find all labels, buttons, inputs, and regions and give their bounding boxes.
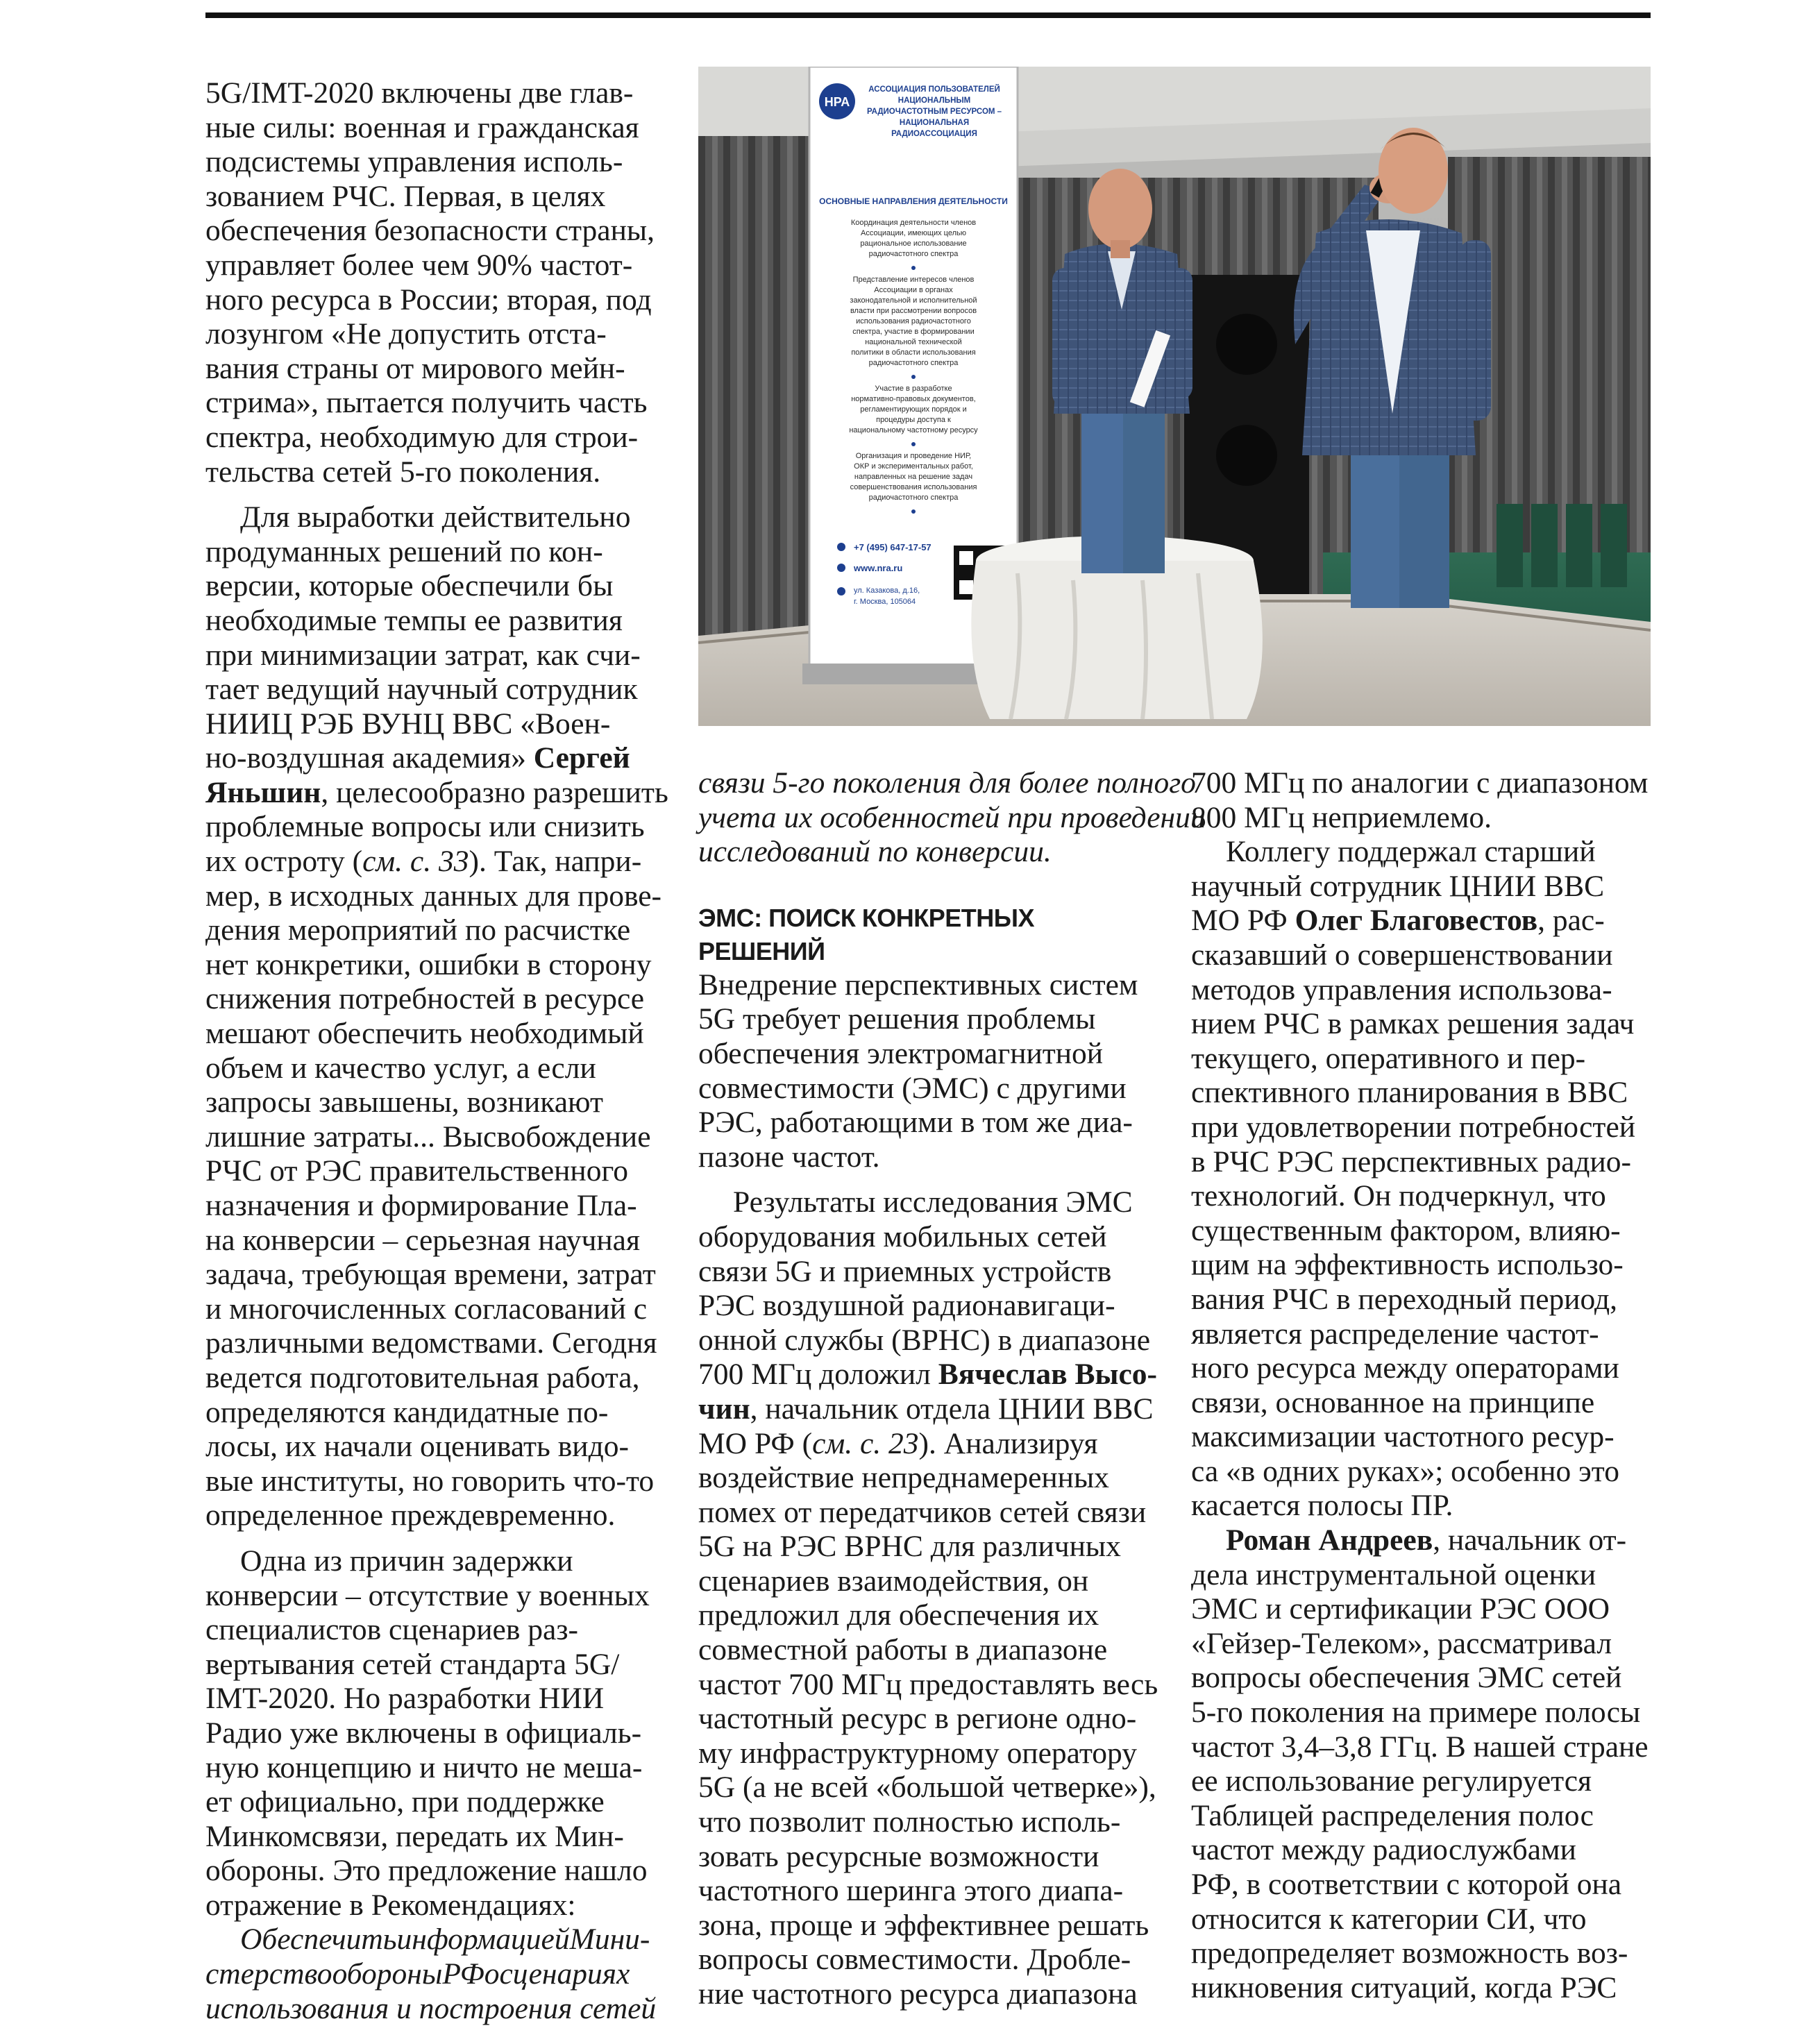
- text-line: предопределяет возможность воз-: [1191, 1936, 1628, 1970]
- text-line: сценариев взаимодействия, он: [698, 1564, 1089, 1598]
- event-photo: [698, 67, 1651, 726]
- text-line: использования и построения сетей: [205, 1991, 657, 2025]
- text-line: Результаты исследования ЭМС: [733, 1185, 1133, 1219]
- text-line: ного ресурса в России; вторая, под: [205, 282, 652, 316]
- text-line: ет официально, при поддержке: [205, 1785, 605, 1819]
- text-line: РЭС, работающими в том же диа-: [698, 1106, 1133, 1140]
- text-line: НИИЦ РЭБ ВУНЦ ВВС «Воен-: [205, 707, 611, 741]
- text-line: онной службы (ВРНС) в диапазоне: [698, 1323, 1151, 1357]
- banner-item-line: регламентирующих порядок и: [860, 405, 967, 414]
- text-line: дела инструментальной оценки: [1191, 1557, 1596, 1591]
- text-line: различными ведомствами. Сегодня: [205, 1326, 657, 1360]
- text-line: Для выработки действительно: [240, 500, 631, 534]
- text-line: 5G/IMT-2020 включены две глав-: [205, 76, 634, 110]
- banner-item-line: совершенствования использования: [850, 483, 977, 491]
- paragraph: Результаты исследования ЭМС оборудования мобильных сетей связи 5G и приемных устройств РЭС воздушной радионавигаци- онной службы (ВРНС) в диапазоне 700 МГц доложил Вячеслав Высо- чин, начальник отдела ЦНИИ ВВС МО РФ (см. с. 23). Анализируя воздействие непреднамеренных помех от передатчиков сетей связи 5G на РЭС ВРНС для различных сценариев взаимодействия, он предложил для обеспечения их совместной работы в диапазоне частот 700 МГц предоставлять весь частотный ресурс в регионе одно- му инфраструктурному оператору 5G (а не всей «большой четверке»), что позволит полностью исполь- зовать ресурсные возможности частотного шеринга этого диапа- зона, проще и эффективнее решать вопросы совместимости. Дробле- ние частотного ресурса диапазона: [698, 1185, 1158, 2011]
- paragraph: [1191, 766, 1651, 835]
- text-line: снижения потребностей в ресурсе: [205, 982, 645, 1016]
- text-line: Минкомсвязи, передать их Мин-: [205, 1819, 624, 1853]
- banner-title-line: РАДИОАССОЦИАЦИЯ: [891, 130, 977, 138]
- section-heading: [698, 902, 1156, 968]
- banner-item-line: Координация деятельности членов: [850, 219, 977, 227]
- banner-item-line: процедуры доступа к: [876, 416, 951, 424]
- text-line: объем и качество услуг, а если: [205, 1051, 596, 1085]
- text-line: вания страны от мирового мейн-: [205, 351, 625, 385]
- text-line: вания РЧС в переходный период,: [1191, 1282, 1618, 1316]
- text-line: ОбеспечитьинформациейМини-: [240, 1923, 650, 1957]
- banner-title-line: АССОЦИАЦИЯ ПОЛЬЗОВАТЕЛЕЙ: [868, 85, 1000, 94]
- text-line: определяются кандидатные по-: [205, 1395, 609, 1429]
- svg-text:НРА: НРА: [824, 95, 850, 109]
- text-line: зона, проще и эффективнее решать: [698, 1908, 1149, 1942]
- text-line: максимизации частотного ресур-: [1191, 1420, 1615, 1454]
- text-line: учета их особенностей при проведении: [698, 800, 1206, 834]
- text-line: связи, основанное на принципе: [1191, 1385, 1595, 1419]
- bullet-dot-icon: [911, 266, 916, 270]
- text-line: частотный ресурс в регионе одно-: [698, 1702, 1137, 1736]
- banner-item-line: национальной технической: [865, 338, 962, 346]
- text-line: 800 МГц неприемлемо.: [1191, 800, 1492, 834]
- banner-title-line: РАДИОЧАСТОТНЫМ РЕСУРСОМ –: [866, 108, 1002, 116]
- speaker-name: чин: [698, 1392, 750, 1426]
- banner-item-line: законодательной и исполнительной: [850, 296, 977, 305]
- text-line: запросы завышены, возникают: [205, 1086, 603, 1120]
- text-line: са «в одних руках»; особенно это: [1191, 1454, 1619, 1488]
- text-line: ЭМС и сертификации РЭС ООО: [1191, 1592, 1610, 1626]
- text-line: задача, требующая времени, затрат: [205, 1258, 656, 1292]
- text-line: ные силы: военная и гражданская: [205, 110, 639, 144]
- banner-item-line: радиочастотного спектра: [868, 359, 959, 367]
- text-column-1: [205, 76, 668, 2026]
- text-line: нием РЧС в рамках решения задач: [1191, 1007, 1635, 1041]
- text-line: ее использование регулируется: [1191, 1764, 1592, 1798]
- text-line: лосы, их начали оценивать видо-: [205, 1430, 629, 1464]
- banner-item-line: Представление интересов членов: [852, 276, 975, 284]
- bullet-dot-icon: [911, 509, 916, 514]
- text-line: Коллегу поддержал старший: [1226, 835, 1596, 869]
- text-line: текущего, оперативного и пер-: [1191, 1041, 1586, 1075]
- text-line: вертывания сетей стандарта 5G/: [205, 1647, 620, 1681]
- text-line: зованием РЧС. Первая, в целях: [205, 179, 606, 213]
- text-line: предложил для обеспечения их: [698, 1598, 1099, 1632]
- text-line: 5G (а не всей «большой четверке»),: [698, 1771, 1156, 1805]
- text-line: спектра, необходимую для строи-: [205, 420, 639, 454]
- text-line: «Гейзер-Телеком», рассматривал: [1191, 1626, 1612, 1660]
- paragraph: Коллегу поддержал старший научный сотрудник ЦНИИ ВВС МО РФ Олег Благовестов, рас- сказавший о совершенствовании методов управления использова- нием РЧС в рамках решения задач текущего, оперативного и пер- спективного планирования в ВВС при удовлетворении потребностей в РЧС РЭС перспективных радио- технологий. Он подчеркнул, что существенным фактором, влияю- щим на эффективность использо- вания РЧС в переходный период, является распределение частот- ного ресурса между операторами связи, основанное на принципе максимизации частотного ресур- са «в одних руках»; особенно это касается полосы ПР.: [1191, 835, 1651, 1523]
- text-line: лозунгом «Не допустить отста-: [205, 317, 607, 351]
- text-line: помех от передатчиков сетей связи: [698, 1495, 1147, 1529]
- text-line: РЕШЕНИЙ: [698, 936, 825, 965]
- text-line: сказавший о совершенствовании: [1191, 938, 1613, 972]
- text-line: стерствообороныРФосценариях: [205, 1957, 630, 1991]
- text-line: IMT-2020. Но разработки НИИ: [205, 1682, 605, 1716]
- text-line: при удовлетворении потребностей: [1191, 1110, 1636, 1144]
- text-line: является распределение частот-: [1191, 1317, 1599, 1351]
- text-line: мер, в исходных данных для прове-: [205, 879, 662, 913]
- text-line: вые институты, но говорить что-то: [205, 1464, 655, 1498]
- text-line: подсистемы управления исполь-: [205, 145, 623, 179]
- text-line: воздействие непреднамеренных: [698, 1461, 1109, 1495]
- text-line: му инфраструктурному оператору: [698, 1736, 1137, 1770]
- text-line: существенным фактором, влияю-: [1191, 1213, 1621, 1247]
- text-line: ную концепцию и ничто не меша-: [205, 1750, 643, 1784]
- svg-text:ул. Казакова, д.16,: ул. Казакова, д.16,: [854, 586, 920, 595]
- text-line: дения мероприятий по расчистке: [205, 913, 631, 947]
- banner-item-line: радиочастотного спектра: [868, 250, 959, 258]
- text-line: управляет более чем 90% частот-: [205, 248, 633, 282]
- banner-item-line: власти при рассмотрении вопросов: [850, 307, 977, 315]
- text-line: пазоне частот.: [698, 1140, 880, 1174]
- text-line: версии, которые обеспечили бы: [205, 569, 614, 603]
- text-line: зовать ресурсные возможности: [698, 1839, 1099, 1873]
- text-line: тельства сетей 5-го поколения.: [205, 455, 601, 489]
- text-line: что позволит полностью исполь-: [698, 1805, 1121, 1839]
- text-line: ведется подготовительная работа,: [205, 1360, 640, 1394]
- text-line: относится к категории СИ, что: [1191, 1902, 1587, 1936]
- text-line: специалистов сценариев раз-: [205, 1613, 578, 1647]
- text-line: в РЧС РЭС перспективных радио-: [1191, 1145, 1632, 1179]
- text-line: частот 700 МГц предоставлять весь: [698, 1667, 1158, 1701]
- text-line: на конверсии – серьезная научная: [205, 1223, 640, 1257]
- text-line: щим на эффективность использо-: [1191, 1248, 1624, 1282]
- page-reference: см. с. 23: [812, 1426, 919, 1460]
- text-line: 5G требует решения проблемы: [698, 1002, 1096, 1036]
- text-line: ние частотного ресурса диапазона: [698, 1977, 1138, 2011]
- text-line: определенное преждевременно.: [205, 1498, 616, 1532]
- text-line: частот между радиослужбами: [1191, 1833, 1576, 1867]
- text-line: технологий. Он подчеркнул, что: [1191, 1179, 1606, 1213]
- text-line: обеспечения электромагнитной: [698, 1036, 1104, 1070]
- speaker-name: Роман Андреев: [1226, 1523, 1433, 1557]
- text-line: ного ресурса между операторами: [1191, 1351, 1619, 1385]
- banner-item-line: политики в области использования: [851, 348, 976, 357]
- text-line: исследований по конверсии.: [698, 835, 1052, 869]
- svg-text:www.nra.ru: www.nra.ru: [854, 563, 903, 573]
- text-line: тает ведущий научный сотрудник: [205, 673, 638, 707]
- bullet-dot-icon: [911, 375, 916, 379]
- text-line: спективного планирования в ВВС: [1191, 1076, 1628, 1110]
- banner-title-line: НАЦИОНАЛЬНАЯ: [899, 119, 970, 127]
- text-line: связи 5-го поколения для более полного: [698, 766, 1196, 800]
- quote: [698, 766, 1206, 870]
- paragraph: [205, 76, 664, 489]
- banner-item-line: направленных на решение задач: [854, 473, 973, 481]
- speaker-name: Вячеслав Высо-: [938, 1358, 1157, 1392]
- banner-item-line: Участие в разработке: [875, 385, 952, 393]
- text-line: Радио уже включены в официаль-: [205, 1716, 642, 1750]
- banner-item-line: Организация и проведение НИР,: [855, 452, 972, 460]
- text-line: совместимости (ЭМС) с другими: [698, 1071, 1127, 1105]
- page-reference: см. с. 33: [362, 845, 469, 879]
- banner-item-line: рациональное использование: [860, 239, 967, 248]
- text-line: при минимизации затрат, как счи-: [205, 638, 641, 672]
- text-line: связи 5G и приемных устройств: [698, 1254, 1112, 1288]
- banner-item-line: спектра, участие в формировании: [852, 328, 975, 336]
- banner-item-line: Ассоциации, имеющих целью: [861, 229, 966, 237]
- text-line: вопросы обеспечения ЭМС сетей: [1191, 1661, 1622, 1695]
- text-line: 5G на РЭС ВРНС для различных: [698, 1530, 1121, 1564]
- text-line: 700 МГц по аналогии с диапазоном: [1191, 766, 1649, 800]
- speaker-name: Олег Благовестов: [1295, 904, 1538, 938]
- text-line: касается полосы ПР.: [1191, 1489, 1453, 1523]
- text-line: оборудования мобильных сетей: [698, 1219, 1107, 1253]
- text-line: обороны. Это предложение нашло: [205, 1854, 648, 1888]
- text-line: частот 3,4–3,8 ГГц. В нашей стране: [1191, 1730, 1649, 1764]
- text-line: вопросы совместимости. Дробле-: [698, 1943, 1131, 1977]
- banner-item-line: радиочастотного спектра: [868, 493, 959, 502]
- text-line: ЭМС: ПОИСК КОНКРЕТНЫХ: [698, 903, 1035, 932]
- text-line: научный сотрудник ЦНИИ ВВС: [1191, 869, 1605, 903]
- text-line: РЧС от РЭС правительственного: [205, 1154, 628, 1188]
- text-line: отражение в Рекомендациях:: [205, 1888, 576, 1922]
- text-line: Одна из причин задержки: [240, 1544, 573, 1578]
- text-line: обеспечения безопасности страны,: [205, 214, 655, 248]
- text-line: 5-го поколения на примере полосы: [1191, 1696, 1641, 1730]
- text-column-3: [1191, 766, 1651, 2005]
- text-line: мешают обеспечить необходимый: [205, 1017, 644, 1051]
- text-line: никновения ситуаций, когда РЭС: [1191, 1970, 1617, 2004]
- svg-text:г. Москва, 105064: г. Москва, 105064: [854, 598, 916, 606]
- text-line: стрима», пытается получить часть: [205, 386, 648, 420]
- banner-item-line: использования радиочастотного: [856, 317, 971, 326]
- svg-text:ОСНОВНЫЕ НАПРАВЛЕНИЯ ДЕЯТЕЛЬНО: ОСНОВНЫЕ НАПРАВЛЕНИЯ ДЕЯТЕЛЬНОСТИ: [819, 196, 1008, 206]
- banner-title-line: НАЦИОНАЛЬНЫМ: [897, 96, 971, 105]
- text-line: Таблицей распределения полос: [1191, 1798, 1594, 1832]
- text-line: РФ, в соответствии с которой она: [1191, 1868, 1622, 1901]
- speaker-name: Яньшин: [205, 775, 321, 809]
- text-line: продуманных решений по кон-: [205, 534, 603, 568]
- paragraph: Для выработки действительно продуманных решений по кон- версии, которые обеспечили бы необходимые темпы ее развития при минимизации затрат, как счи- тает ведущий научный сотрудник НИИЦ РЭБ ВУНЦ ВВС «Воен- но-воздушная академия» Сергей Яньшин, целесообразно разрешить проблемные вопросы или снизить их остроту (см. с. 33). Так, напри- мер, в исходных данных для прове- дения мероприятий по расчистке нет конкретики, ошибки в сторону снижения потребностей в ресурсе мешают обеспечить необходимый объем и качество услуг, а если запросы завышены, возникают лишние затраты... Высвобождение РЧС от РЭС правительственного назначения и формирование Пла- на конверсии – серьезная научная задача, требующая времени, затрат и многочисленных согласований с различными ведомствами. Сегодня ведется подготовительная работа, определяются кандидатные по- лосы, их начали оценивать видо- вые институты, но говорить что-то определенное преждевременно.: [205, 500, 668, 1532]
- bullet-dot-icon: [911, 442, 916, 446]
- banner-item-line: ОКР и экспериментальных работ,: [854, 462, 973, 471]
- text-line: нет конкретики, ошибки в сторону: [205, 947, 652, 981]
- banner-item-line: Ассоциации в органах: [874, 286, 953, 294]
- paragraph: Роман Андреев, начальник от- дела инструментальной оценки ЭМС и сертификации РЭС ООО «Гейзер-Телеком», рассматривал вопросы обеспечения ЭМС сетей 5-го поколения на примере полосы частот 3,4–3,8 ГГц. В нашей стране ее использование регулируется Таблицей распределения полос частот между радиослужбами РФ, в соответствии с которой она относится к категории СИ, что предопределяет возможность воз- никновения ситуаций, когда РЭС: [1191, 1523, 1651, 2005]
- text-line: и многочисленных согласований с: [205, 1292, 648, 1326]
- text-line: конверсии – отсутствие у военных: [205, 1578, 650, 1612]
- paragraph: [205, 1544, 664, 1923]
- text-column-2: [698, 766, 1206, 2012]
- text-line: совместной работы в диапазоне: [698, 1633, 1108, 1667]
- text-line: Внедрение перспективных систем: [698, 968, 1138, 1002]
- svg-text:+7 (495) 647-17-57: +7 (495) 647-17-57: [854, 542, 931, 552]
- text-line: методов управления использова-: [1191, 972, 1612, 1006]
- text-line: назначения и формирование Пла-: [205, 1189, 637, 1222]
- quote: [205, 1923, 664, 2026]
- top-rule: [205, 12, 1651, 18]
- text-line: лишние затраты... Высвобождение: [205, 1120, 651, 1154]
- text-line: частотного шеринга этого диапа-: [698, 1874, 1124, 1908]
- speaker-name: Сергей: [533, 741, 630, 775]
- banner-item-line: национальному частотному ресурсу: [849, 426, 978, 434]
- banner-item-line: нормативно-правовых документов,: [851, 395, 976, 403]
- paragraph: [698, 968, 1156, 1175]
- text-line: необходимые темпы ее развития: [205, 603, 623, 637]
- text-line: РЭС воздушной радионавигаци-: [698, 1289, 1115, 1323]
